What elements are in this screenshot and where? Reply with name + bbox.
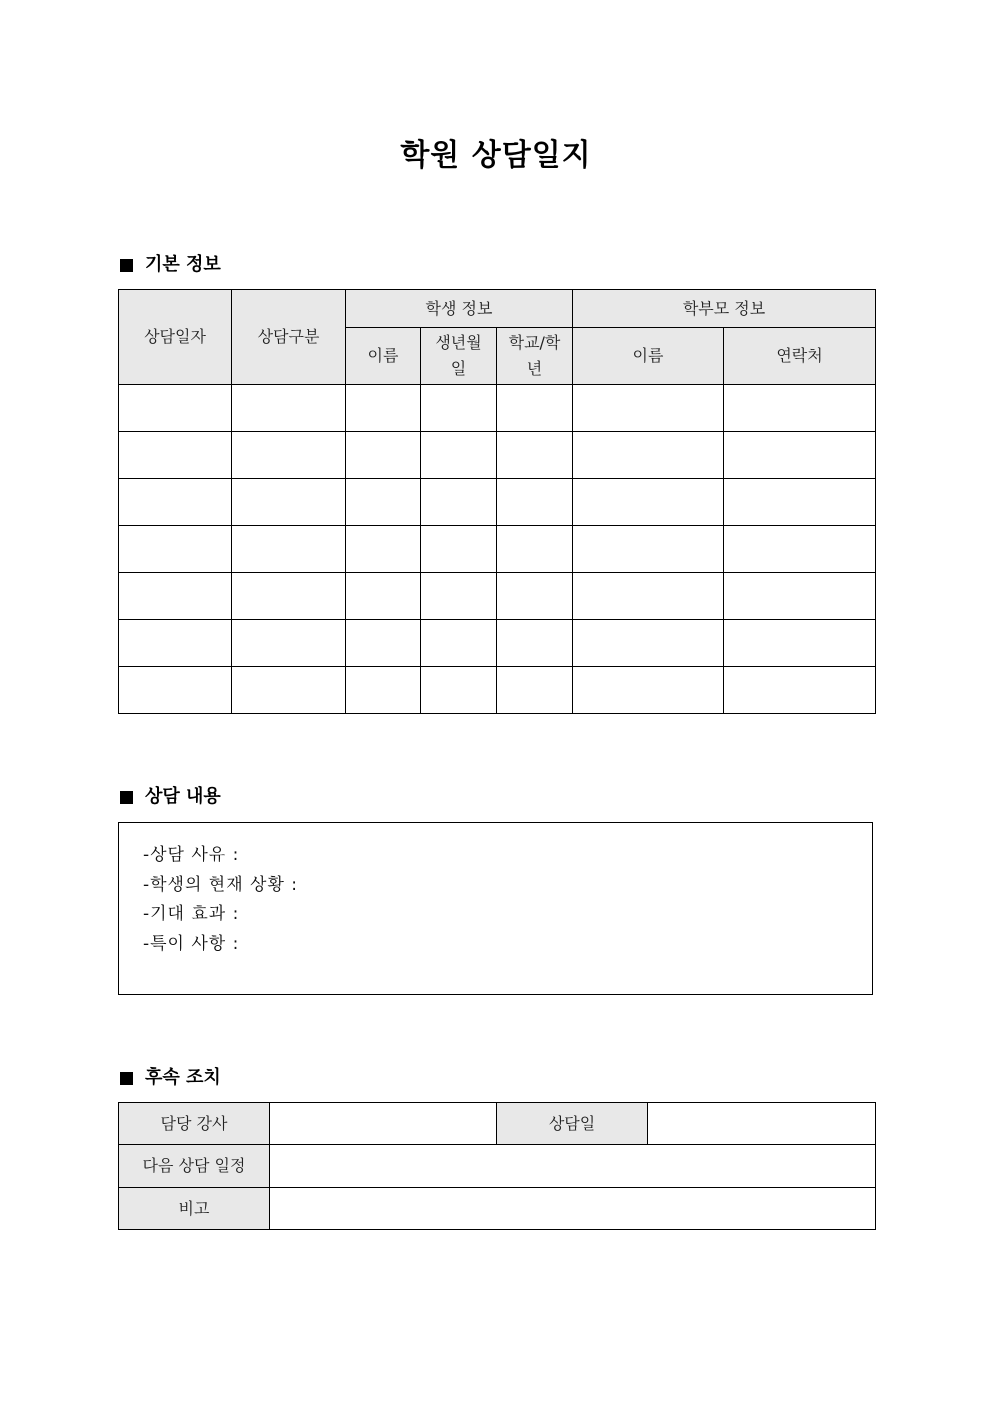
cell-parent-name[interactable] [573,385,724,432]
section-heading-followup-label: 후속 조치 [145,1067,221,1088]
cell-contact[interactable] [724,667,876,714]
header-parent-name: 이름 [573,328,724,385]
content-line-reason: -상담 사유 : [143,845,240,865]
cell-student-name[interactable] [346,526,421,573]
cell-consult-type[interactable] [232,667,346,714]
table-row [119,526,876,573]
content-line-current-status: -학생의 현재 상황 : [143,874,299,895]
label-teacher: 담당 강사 [119,1103,270,1145]
header-parent-info: 학부모 정보 [573,290,876,328]
content-line-expected-effect: -기대 효과 : [143,904,240,924]
cell-birth-date[interactable] [421,385,497,432]
content-line-special-notes: -특이 사항 : [143,933,240,954]
cell-consult-type[interactable] [232,526,346,573]
cell-birth-date[interactable] [421,667,497,714]
header-consult-type: 상담구분 [232,290,346,385]
cell-contact[interactable] [724,573,876,620]
cell-parent-name[interactable] [573,573,724,620]
cell-consult-type[interactable] [232,573,346,620]
table-row [119,479,876,526]
cell-consult-date[interactable] [119,432,232,479]
header-row-1 [119,290,876,328]
header-consult-date: 상담일자 [119,290,232,385]
cell-school-grade[interactable] [497,667,573,714]
consult-content-box[interactable] [118,822,873,995]
page-title: 학원 상담일지 [400,138,592,173]
cell-school-grade[interactable] [497,526,573,573]
cell-consult-date[interactable] [119,479,232,526]
cell-consult-day[interactable] [648,1103,876,1145]
header-birth-date [421,328,497,385]
cell-consult-type[interactable] [232,620,346,667]
cell-student-name[interactable] [346,667,421,714]
cell-birth-date[interactable] [421,432,497,479]
label-consult-day: 상담일 [497,1103,648,1145]
cell-parent-name[interactable] [573,620,724,667]
cell-consult-type[interactable] [232,432,346,479]
cell-contact[interactable] [724,526,876,573]
header-student-name: 이름 [346,328,421,385]
cell-birth-date[interactable] [421,620,497,667]
table-row [119,385,876,432]
cell-birth-date[interactable] [421,573,497,620]
label-note: 비고 [119,1188,270,1230]
section-heading-followup [120,1066,221,1090]
cell-consult-date[interactable] [119,667,232,714]
cell-student-name[interactable] [346,432,421,479]
black-square-bullet-icon [120,791,133,804]
label-next-schedule: 다음 상담 일정 [119,1145,270,1188]
cell-school-grade[interactable] [497,620,573,667]
header-school-grade-line-2: 년 [526,359,543,378]
cell-contact[interactable] [724,620,876,667]
black-square-bullet-icon [120,1072,133,1085]
header-student-info: 학생 정보 [346,290,573,328]
basic-info-table [118,289,876,714]
cell-parent-name[interactable] [573,479,724,526]
cell-next-schedule[interactable] [270,1145,876,1188]
cell-birth-date[interactable] [421,526,497,573]
cell-school-grade[interactable] [497,432,573,479]
cell-student-name[interactable] [346,385,421,432]
cell-school-grade[interactable] [497,479,573,526]
table-row [119,620,876,667]
table-row [119,667,876,714]
section-heading-basic [120,253,221,277]
cell-note[interactable] [270,1188,876,1230]
cell-student-name[interactable] [346,573,421,620]
cell-teacher[interactable] [270,1103,497,1145]
followup-row-teacher [119,1103,876,1145]
cell-school-grade[interactable] [497,573,573,620]
cell-parent-name[interactable] [573,667,724,714]
table-row [119,432,876,479]
cell-consult-date[interactable] [119,620,232,667]
header-school-grade-line-1: 학교/학 [508,333,561,352]
cell-contact[interactable] [724,432,876,479]
section-heading-content [120,785,221,809]
followup-table [118,1102,876,1230]
cell-school-grade[interactable] [497,385,573,432]
followup-row-note [119,1188,876,1230]
cell-student-name[interactable] [346,479,421,526]
table-row [119,573,876,620]
cell-consult-date[interactable] [119,526,232,573]
section-heading-basic-label: 기본 정보 [145,254,221,275]
cell-parent-name[interactable] [573,432,724,479]
cell-consult-type[interactable] [232,479,346,526]
cell-birth-date[interactable] [421,479,497,526]
section-heading-content-label: 상담 내용 [145,786,221,807]
header-school-grade [497,328,573,385]
cell-consult-date[interactable] [119,573,232,620]
header-birth-date-line-1: 생년월 [435,333,482,352]
black-square-bullet-icon [120,259,133,272]
followup-row-next-schedule [119,1145,876,1188]
cell-student-name[interactable] [346,620,421,667]
header-birth-date-line-2: 일 [450,359,467,378]
cell-consult-type[interactable] [232,385,346,432]
cell-contact[interactable] [724,385,876,432]
cell-contact[interactable] [724,479,876,526]
cell-consult-date[interactable] [119,385,232,432]
header-contact: 연락처 [724,328,876,385]
cell-parent-name[interactable] [573,526,724,573]
